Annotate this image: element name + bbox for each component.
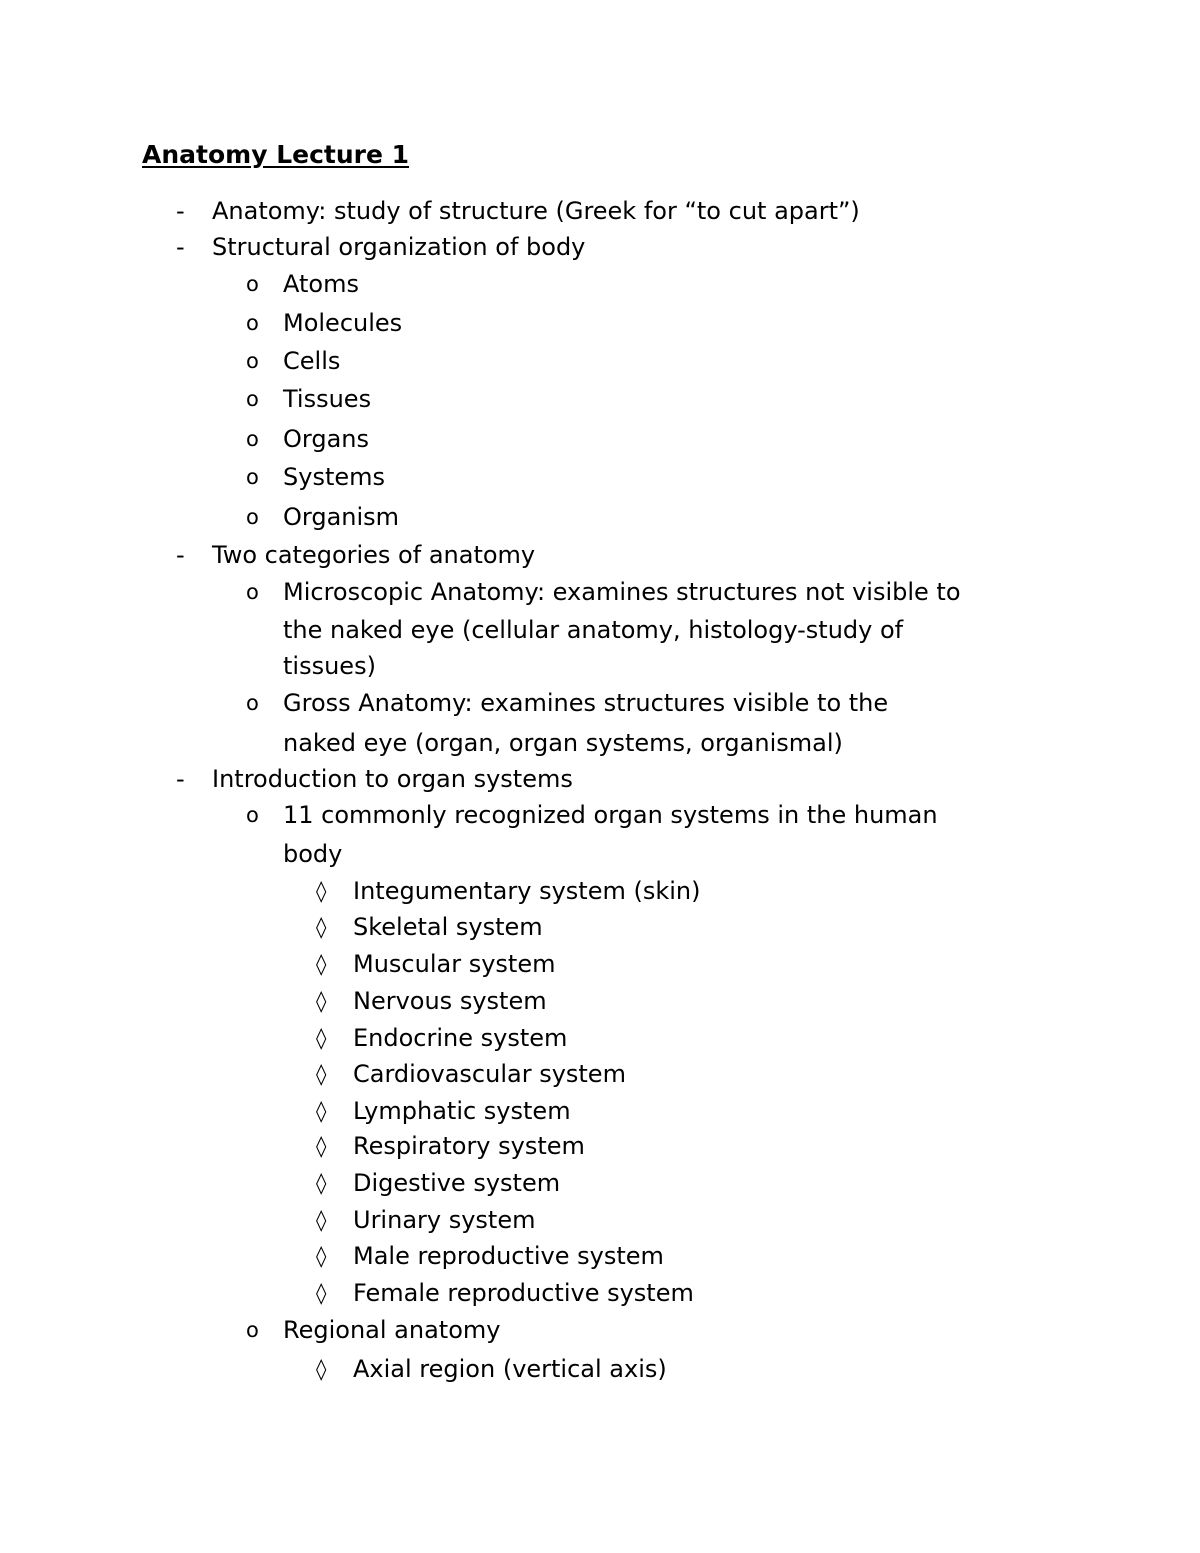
circle-bullet: o [246,349,259,373]
outline-item-level-2: Systems [283,463,385,491]
diamond-bullet-icon: ◊ [316,952,327,976]
circle-bullet: o [246,691,259,715]
circle-bullet: o [246,505,259,529]
outline-item-level-2: Cells [283,347,341,375]
outline-item-level-2: Molecules [283,309,403,337]
outline-item-level-3: Muscular system [353,950,556,978]
outline-item-level-3: Female reproductive system [353,1279,694,1307]
outline-item-level-1: Structural organization of body [212,233,586,261]
document-title: Anatomy Lecture 1 [142,140,410,169]
outline-item-level-2: Gross Anatomy: examines structures visible to the [283,689,889,717]
diamond-bullet-icon: ◊ [316,1244,327,1268]
outline-item-level-2: 11 commonly recognized organ systems in the human [283,801,938,829]
circle-bullet: o [246,272,259,296]
outline-item-level-1: Two categories of anatomy [212,541,536,569]
dash-bullet: - [176,197,185,225]
outline-item-level-3: Lymphatic system [353,1097,571,1125]
diamond-bullet-icon: ◊ [316,1208,327,1232]
diamond-bullet-icon: ◊ [316,915,327,939]
diamond-bullet-icon: ◊ [316,989,327,1013]
outline-item-level-2: body [283,840,343,868]
outline-item-level-3: Integumentary system (skin) [353,877,701,905]
diamond-bullet-icon: ◊ [316,1171,327,1195]
outline-item-level-1: Introduction to organ systems [212,765,573,793]
outline-item-level-2: the naked eye (cellular anatomy, histology-study of [283,616,904,644]
outline-item-level-3: Urinary system [353,1206,536,1234]
outline-item-level-2: Organs [283,425,369,453]
dash-bullet: - [176,541,185,569]
diamond-bullet-icon: ◊ [316,1026,327,1050]
outline-item-level-3: Skeletal system [353,913,543,941]
outline-item-level-3: Respiratory system [353,1132,585,1160]
outline-item-level-3: Digestive system [353,1169,561,1197]
circle-bullet: o [246,465,259,489]
outline-item-level-3: Cardiovascular system [353,1060,626,1088]
dash-bullet: - [176,233,185,261]
outline-item-level-3: Nervous system [353,987,547,1015]
outline-item-level-3: Male reproductive system [353,1242,664,1270]
outline-item-level-2: Organism [283,503,400,531]
diamond-bullet-icon: ◊ [316,1281,327,1305]
outline-item-level-2: Microscopic Anatomy: examines structures not visible to [283,578,961,606]
circle-bullet: o [246,803,259,827]
diamond-bullet-icon: ◊ [316,1099,327,1123]
dash-bullet: - [176,765,185,793]
circle-bullet: o [246,427,259,451]
outline-item-level-2: Tissues [283,385,372,413]
circle-bullet: o [246,311,259,335]
outline-item-level-3: Axial region (vertical axis) [353,1355,667,1383]
circle-bullet: o [246,1318,259,1342]
outline-item-level-1: Anatomy: study of structure (Greek for “to cut apart”) [212,197,860,225]
circle-bullet: o [246,387,259,411]
outline-item-level-3: Endocrine system [353,1024,568,1052]
diamond-bullet-icon: ◊ [316,1357,327,1381]
outline-item-level-2: tissues) [283,652,376,680]
diamond-bullet-icon: ◊ [316,879,327,903]
diamond-bullet-icon: ◊ [316,1062,327,1086]
outline-item-level-2: Atoms [283,270,359,298]
outline-item-level-2: Regional anatomy [283,1316,501,1344]
diamond-bullet-icon: ◊ [316,1134,327,1158]
outline-item-level-2: naked eye (organ, organ systems, organismal) [283,729,843,757]
circle-bullet: o [246,580,259,604]
